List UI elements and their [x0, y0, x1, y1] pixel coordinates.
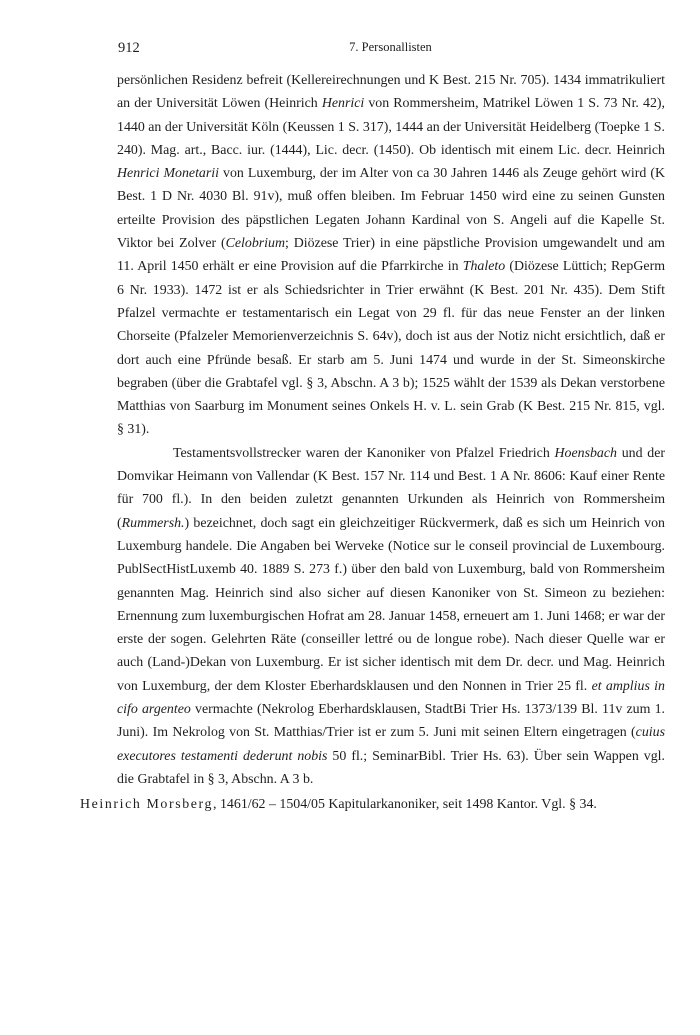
italic-term: Henrici	[321, 96, 365, 112]
person-entry	[80, 793, 665, 816]
italic-term: et amplius in cifo argenteo	[117, 678, 665, 718]
italic-term: Hoensbach	[554, 445, 617, 461]
text-run: 50 fl.; SeminarBibl. Trier Hs. 63). Über sein Wappen vgl. die Grabtafel in § 3, Abschn. A 3 b.	[117, 748, 665, 787]
text-run: ) bezeichnet, doch sagt ein gleichzeitiger Rückvermerk, daß es sich um Heinrich von Luxemburg handele. Die Angaben bei Werveke (Notice sur le conseil provincial de Luxembourg. PublSectHistLuxemb 40. 1889 S. 273 f.) über den bald von Luxemburg, bald von Rommersheim genannten Mag. Heinrich sind also sicher auf diesen Kanoniker von St. Simeon zu beziehen: Ernennung zum luxemburgischen Hofrat am 28. Januar 1458, erneuert am 1. Juni 1468; er war der erste der sogen. Gelehrten Räte (conseiller lettré ou de longue robe). Nach dieser Quelle war er auch (Land-)Dekan von Luxemburg. Er ist sicher identisch mit dem Dr. decr. und Mag. Heinrich von Luxemburg, der dem Kloster Eberhardsklausen und den Nonnen in Trier 25 fl.	[117, 515, 665, 694]
italic-term: Celobrium	[225, 236, 286, 252]
text-run: und der Domvikar Heimann von Vallendar (K Best. 157 Nr. 114 und Best. 1 A Nr. 8606: Kauf einer Rente für 700 fl.). In den beiden zuletzt genannten Urkunden als Heinrich von Rommersheim (	[117, 445, 665, 531]
text-run: persönlichen Residenz befreit (Kellereirechnungen und K Best. 215 Nr. 705). 1434 immatrikuliert an der Universität Löwen (Heinrich	[117, 73, 665, 112]
paragraph-executors	[117, 442, 665, 791]
italic-term: cuius executores testamenti dederunt nobis	[117, 725, 665, 764]
page-number: 912	[118, 40, 140, 56]
paragraph-continuation	[117, 69, 665, 442]
page-header	[118, 40, 663, 62]
text-run: vermachte (Nekrolog Eberhardsklausen, StadtBi Trier Hs. 1373/139 Bl. 11v zum 1. Juni). Im Nekrolog von St. Matthias/Trier ist er zum 5. Juni mit seinen Eltern eingetragen (	[117, 702, 665, 741]
italic-term: Rummersh.	[121, 515, 185, 531]
italic-term: Thaleto	[462, 259, 506, 275]
text-run: (Diözese Lüttich; RepGerm 6 Nr. 1933). 1472 ist er als Schiedsrichter in Trier erwähnt (K Best. 201 Nr. 435). Dem Stift Pfalzel vermachte er testamentarisch ein Legat von 29 fl. für das neue Fenster an der linken Chorseite (Pfalzeler Memorienverzeichnis S. 64v), doch ist aus der Notiz nicht ersichtlich, daß er dort auch eine Pfründe besaß. Er starb am 5. Juni 1474 und wurde in der St. Simeonskirche begraben (über die Grabtafel vgl. § 3, Abschn. A 3 b); 1525 wählt der 1539 als Dekan verstorbene Matthias von Saarburg im Monument seines Onkels H. v. L. sein Grab (K Best. 215 Nr. 815, vgl. § 31).	[117, 259, 666, 438]
text-run: Testamentsvollstrecker waren der Kanoniker von Pfalzel Friedrich	[173, 445, 555, 461]
body-text	[80, 69, 666, 817]
person-entry-text: , 1461/62 – 1504/05 Kapitularkanoniker, seit 1498 Kantor. Vgl. § 34.	[213, 797, 597, 813]
italic-term: Henrici Monetarii	[117, 166, 219, 182]
running-title: 7. Personallisten	[349, 40, 432, 54]
text-run: ; Diözese Trier) in eine päpstliche Provision umgewandelt und am 11. April 1450 erhält er eine Provision auf die Pfarrkirche in	[117, 236, 665, 275]
text-run: von Rommersheim, Matrikel Löwen 1 S. 73 Nr. 42), 1440 an der Universität Köln (Keussen 1 S. 317), 1444 an der Universität Heidelberg (Toepke 1 S. 240). Mag. art., Bacc. iur. (1444), Lic. decr. (1450). Ob identisch mit einem Lic. decr. Heinrich	[117, 96, 665, 158]
text-run: von Luxemburg, der im Alter von ca 30 Jahren 1446 als Zeuge gehört wird (K Best. 1 D Nr. 4030 Bl. 91v), muß offen bleiben. Im Februar 1450 wird eine zu seinen Gunsten erteilte Provision des päpstlichen Legaten Johann Kardinal von S. Angeli auf die Kapelle St. Viktor bei Zolver (	[117, 166, 665, 252]
person-name: Heinrich Morsberg	[80, 797, 214, 813]
